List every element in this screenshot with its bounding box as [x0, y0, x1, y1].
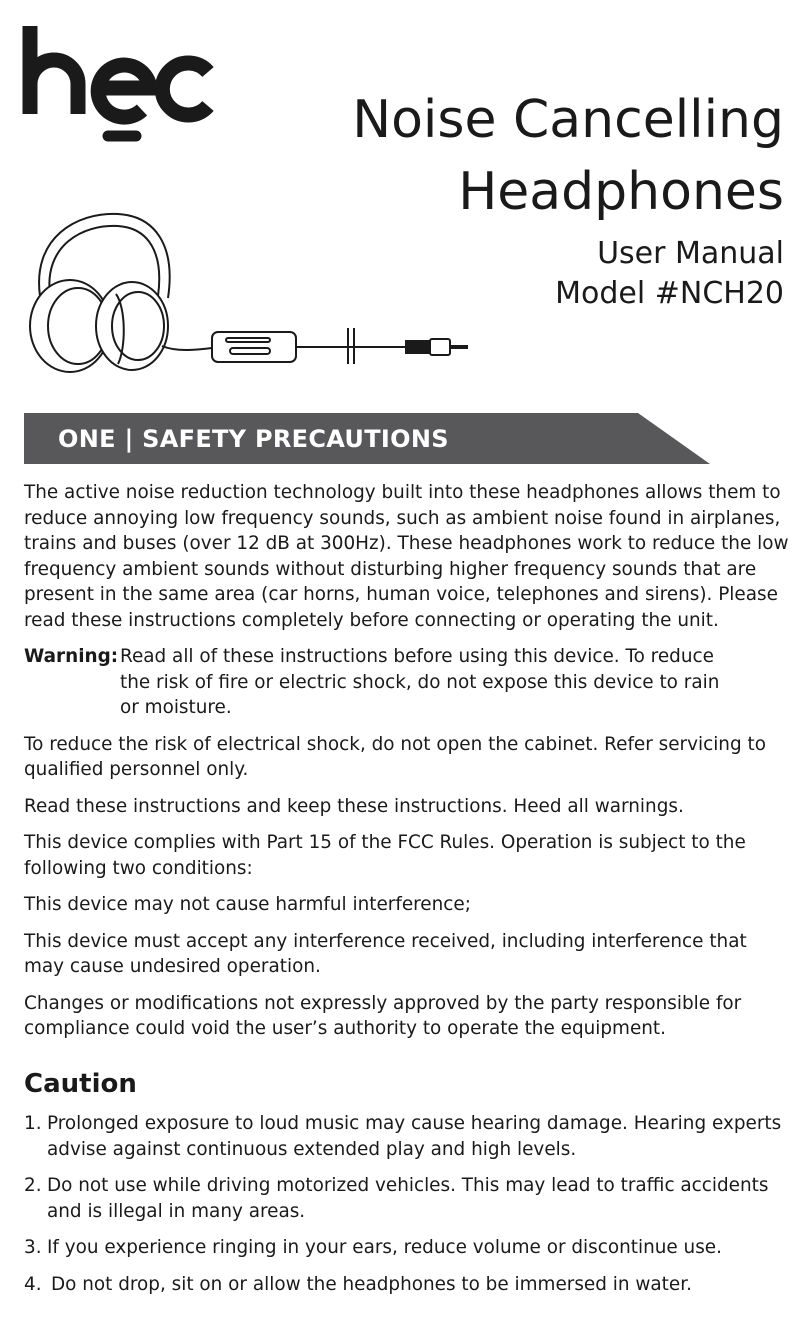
warning-block [24, 644, 790, 721]
caution-item-number: 3. [24, 1237, 42, 1258]
warning-text: Read all of these instructions before using this device. To reduce the risk of fire or electric shock, do not expose this device to rain or moisture. [120, 646, 720, 718]
caution-item [24, 1235, 790, 1261]
paragraph-fcc: This device complies with Part 15 of the FCC Rules. Operation is subject to the following two conditions: [24, 832, 746, 879]
manual-subtitle [555, 234, 784, 314]
safety-body [24, 480, 790, 1053]
paragraph-condition-2: This device must accept any interference received, including interference that may cause undesired operation. [24, 930, 747, 977]
intro-paragraph: The active noise reduction technology built into these headphones allows them to reduce annoying low frequency sounds, such as ambient noise found in airplanes, trains and buses (over 12 dB at 300Hz). These headphones work to reduce the low frequency ambient sounds without disturbing higher frequency sounds that are present in the same area (car horns, human voice, telephones and sirens). Please read these instructions completely before connecting or operating the unit. [24, 482, 789, 631]
title-line-2: Headphones [458, 162, 784, 222]
caution-item-number: 4. [24, 1273, 42, 1295]
caution-item-number: 1. [24, 1113, 42, 1134]
caution-item [24, 1173, 790, 1224]
caution-item-number: 2. [24, 1175, 42, 1196]
caution-item-text: Do not drop, sit on or allow the headphones to be immersed in water. [51, 1273, 692, 1295]
title-line-1: Noise Cancelling [352, 90, 784, 150]
warning-label: Warning: [24, 646, 119, 667]
model-number: Model #NCH20 [555, 276, 784, 311]
subtitle-line-1: User Manual [597, 236, 784, 271]
caution-heading: Caution [24, 1069, 137, 1099]
caution-item-text: Do not use while driving motorized vehicles. This may lead to traffic accidents and is illegal in many areas. [47, 1175, 769, 1222]
paragraph-electrical-shock: To reduce the risk of electrical shock, do not open the cabinet. Refer servicing to qualified personnel only. [24, 733, 766, 780]
caution-item-text: Prolonged exposure to loud music may cause hearing damage. Hearing experts advise against continuous extended play and high levels. [47, 1113, 782, 1160]
caution-item [24, 1111, 790, 1162]
caution-item [24, 1272, 790, 1298]
section-heading: ONE | SAFETY PRECAUTIONS [58, 425, 449, 453]
headphones-illustration [26, 208, 472, 374]
section-banner [24, 413, 710, 464]
product-title [352, 84, 784, 228]
paragraph-keep-instructions: Read these instructions and keep these instructions. Heed all warnings. [24, 795, 684, 817]
caution-item-text: If you experience ringing in your ears, reduce volume or discontinue use. [47, 1237, 722, 1258]
caution-list [24, 1111, 790, 1308]
paragraph-modifications: Changes or modifications not expressly approved by the party responsible for compliance could void the user’s authority to operate the equipment. [24, 992, 742, 1039]
paragraph-condition-1: This device may not cause harmful interference; [24, 894, 471, 915]
hec-logo [22, 26, 218, 144]
